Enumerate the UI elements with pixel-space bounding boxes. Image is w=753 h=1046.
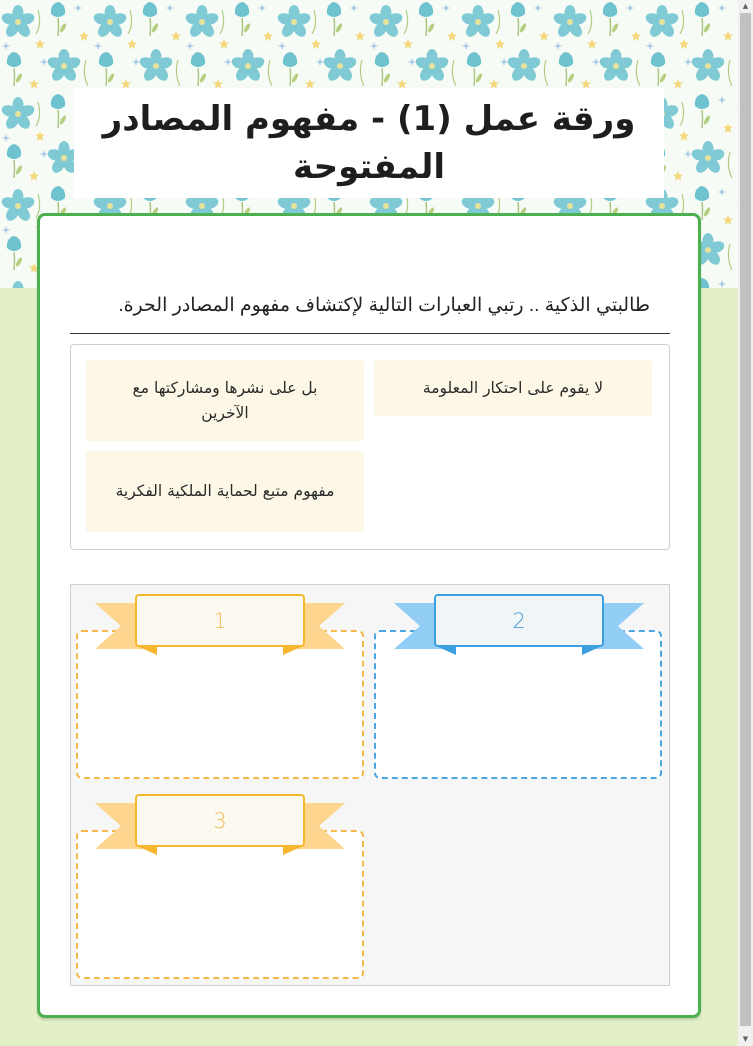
drop-zone-number: 1 <box>135 594 305 647</box>
scroll-down-arrow-icon[interactable]: ▼ <box>742 1035 749 1043</box>
draggable-items-container <box>70 344 670 550</box>
instruction-text: طالبتي الذكية .. رتبي العبارات التالية لإكتشاف مفهوم المصادر الحرة. <box>118 295 650 316</box>
draggable-item[interactable] <box>374 360 652 416</box>
item-label: بل على نشرها ومشاركتها مع الآخرين <box>132 378 318 422</box>
item-label: مفهوم متبع لحماية الملكية الفكرية <box>115 482 335 500</box>
vertical-scrollbar[interactable] <box>738 0 753 1046</box>
ribbon-header-2 <box>394 593 644 659</box>
page-title-box <box>74 88 664 198</box>
page-title: ورقة عمل (1) - مفهوم المصادر المفتوحة <box>102 99 636 187</box>
divider <box>70 333 670 334</box>
scroll-up-arrow-icon[interactable]: ▲ <box>742 2 749 10</box>
scrollbar-thumb[interactable] <box>740 13 751 1026</box>
activity-card <box>37 213 701 1018</box>
ribbon-header-1 <box>95 593 345 659</box>
drop-targets-container <box>70 584 670 986</box>
drop-zone-number: 3 <box>135 794 305 847</box>
drop-zone-number: 2 <box>434 594 604 647</box>
draggable-item[interactable] <box>86 451 364 532</box>
ribbon-header-3 <box>95 793 345 859</box>
item-label: لا يقوم على احتكار المعلومة <box>422 378 604 397</box>
draggable-item[interactable] <box>86 360 364 441</box>
